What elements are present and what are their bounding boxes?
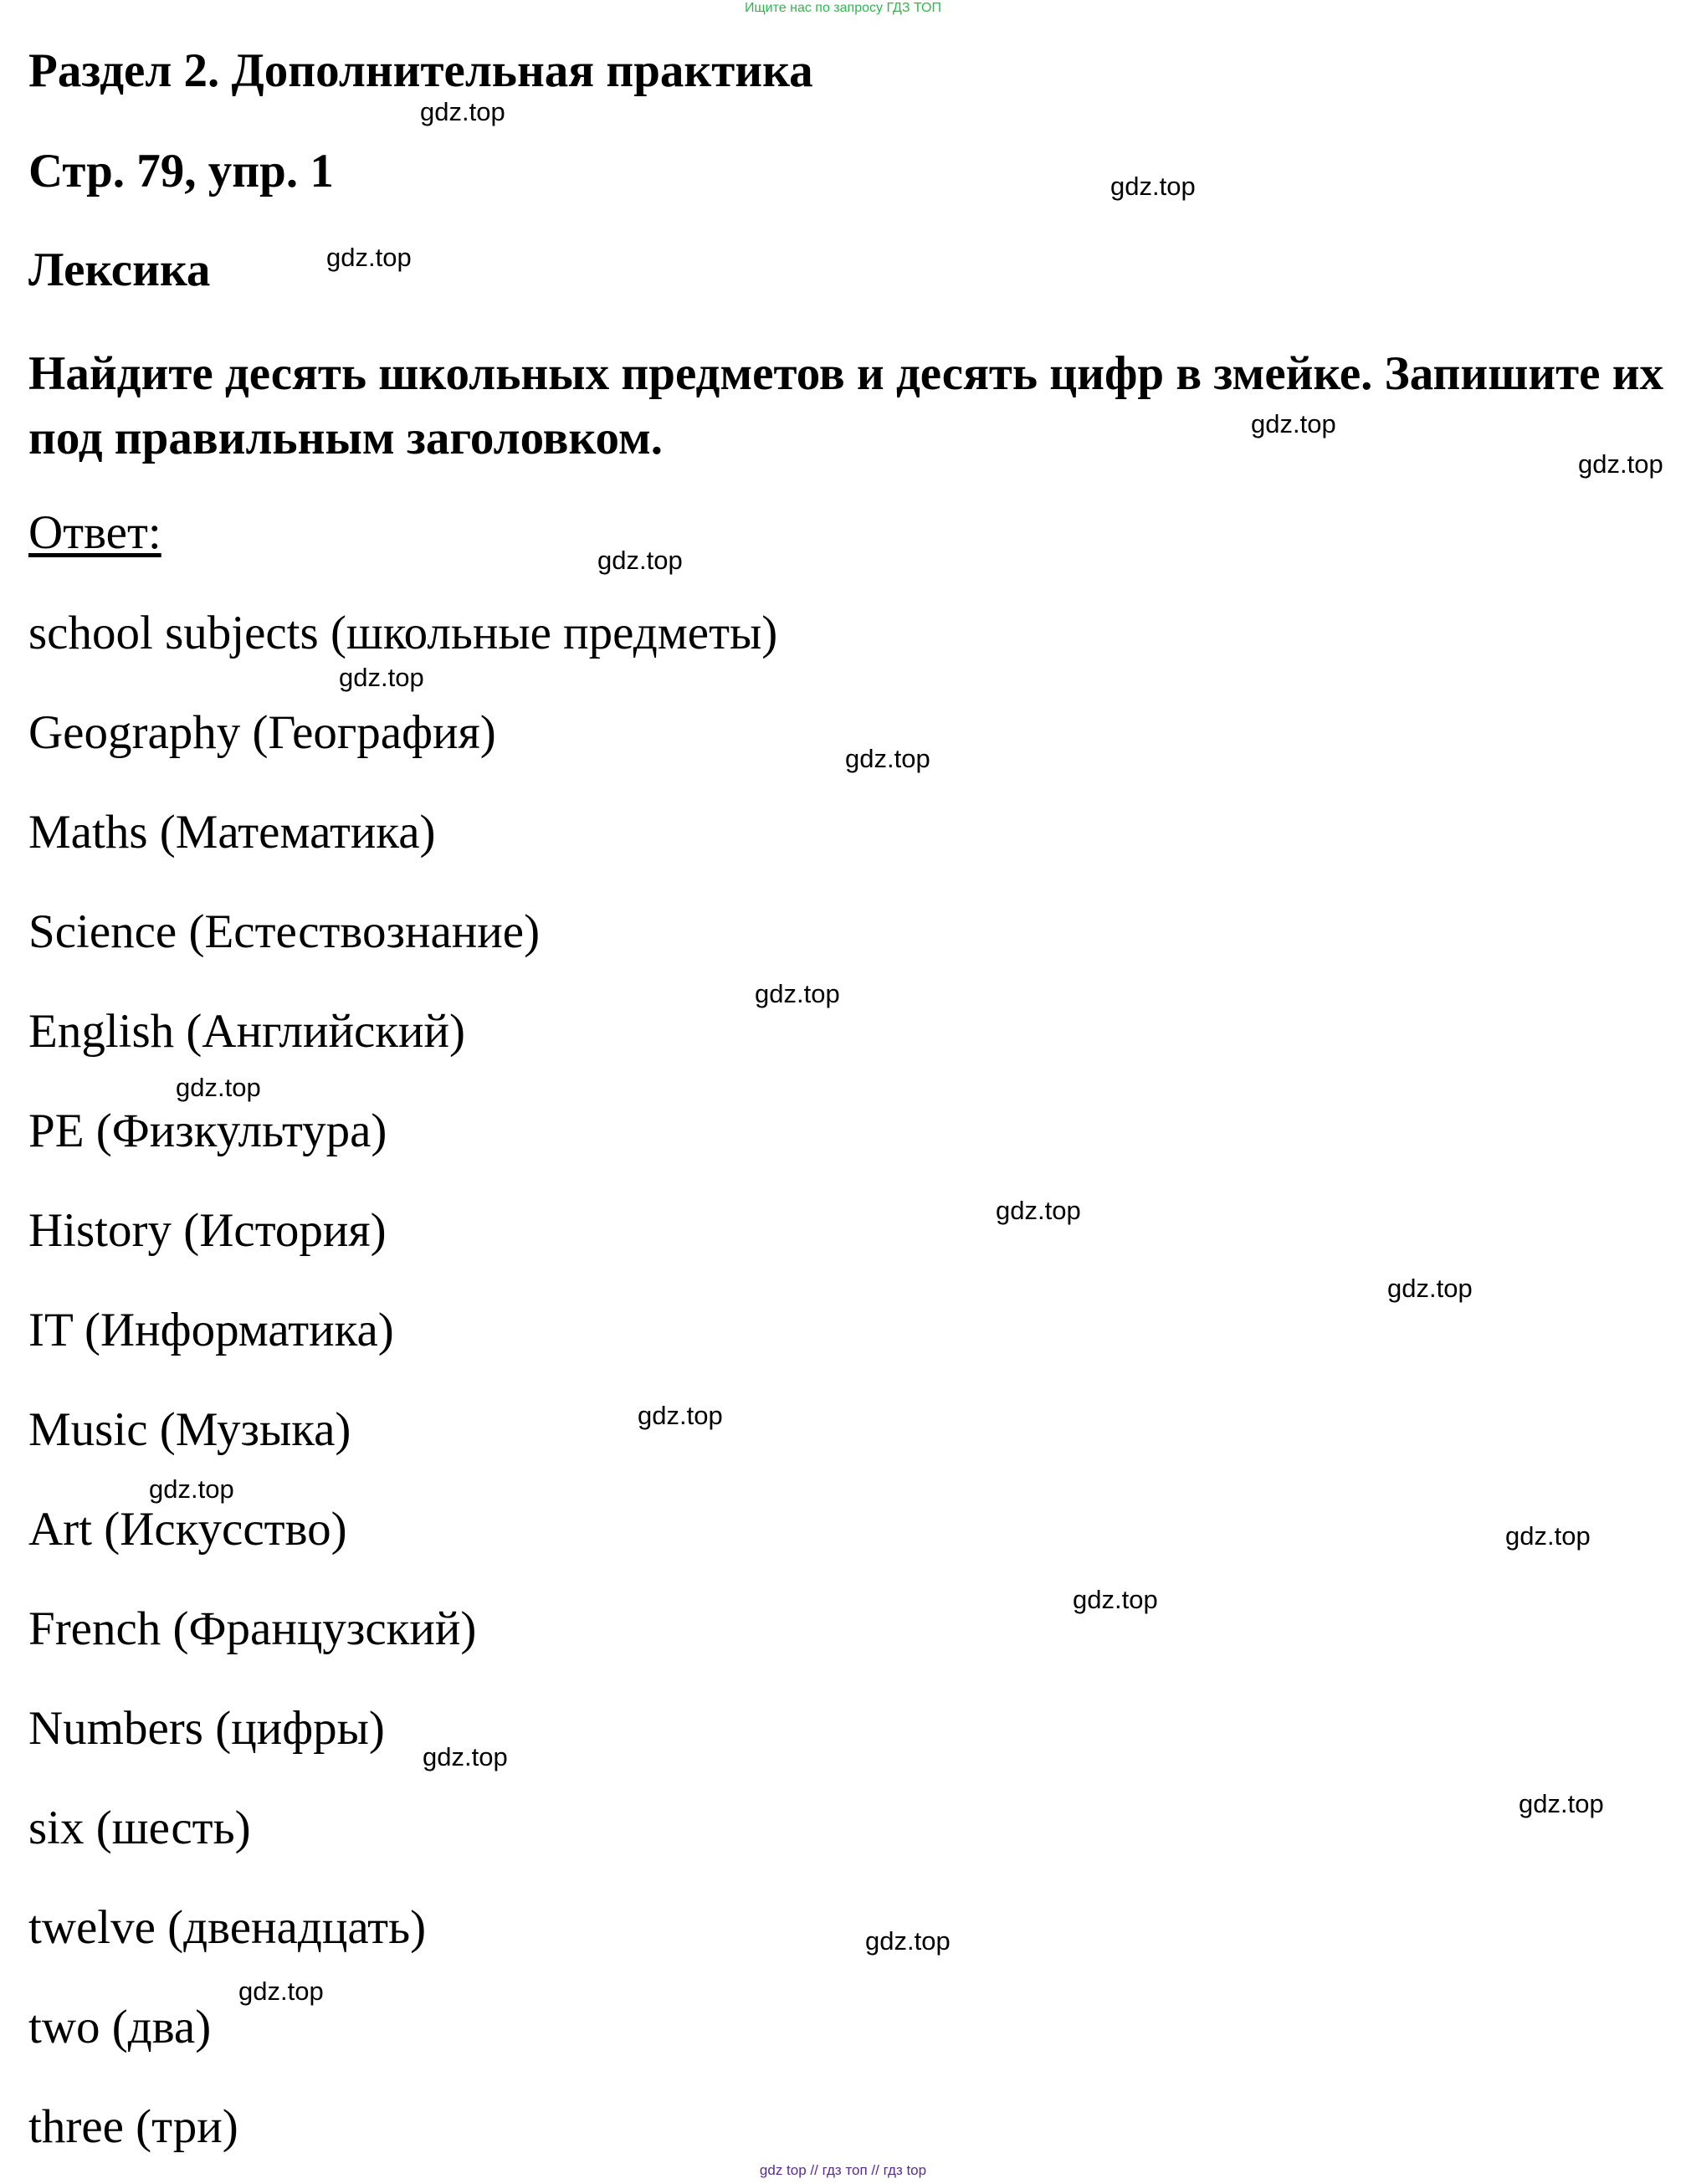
watermark: gdz.top: [339, 663, 424, 692]
list-item: Maths (Математика): [28, 806, 436, 859]
watermark: gdz.top: [1251, 409, 1336, 438]
list-item: French (Французский): [28, 1602, 477, 1655]
watermark: gdz.top: [996, 1196, 1081, 1225]
watermark: gdz.top: [423, 1742, 508, 1771]
watermark: gdz.top: [638, 1401, 723, 1430]
list-item: two (два): [28, 2001, 212, 2053]
list-item: PE (Физкультура): [28, 1105, 387, 1157]
list-item: Music (Музыка): [28, 1403, 351, 1456]
list-item: English (Английский): [28, 1005, 465, 1058]
page-reference: Стр. 79, упр. 1: [28, 145, 334, 197]
list-item: school subjects (школьные предметы): [28, 607, 778, 659]
list-item: six (шесть): [28, 1802, 251, 1854]
task-instruction: Найдите десять школьных предметов и десять цифр в змейке. Запишите их под правильным заголовком.: [28, 347, 1664, 464]
list-item: Geography (География): [28, 706, 496, 759]
list-item: Art (Искусство): [28, 1503, 347, 1556]
watermark: gdz.top: [1505, 1521, 1591, 1551]
watermark: gdz.top: [597, 546, 683, 575]
watermark: gdz.top: [1578, 449, 1663, 479]
list-item: Science (Естествознание): [28, 905, 541, 958]
list-item: IT (Информатика): [28, 1304, 394, 1356]
watermark: gdz.top: [176, 1073, 261, 1102]
section-title: Раздел 2. Дополнительная практика: [28, 44, 813, 97]
answer-label: Ответ:: [28, 506, 161, 559]
watermark: gdz.top: [845, 744, 930, 773]
watermark: gdz.top: [420, 97, 505, 126]
watermark: gdz.top: [1387, 1274, 1473, 1303]
list-item: History (История): [28, 1204, 387, 1257]
list-item: three (три): [28, 2100, 238, 2153]
watermark: gdz.top: [1110, 172, 1196, 201]
topic-heading: Лексика: [28, 244, 211, 296]
list-item: Numbers (цифры): [28, 1702, 385, 1755]
footer-watermark: gdz top // гдз топ // гдз top: [759, 2162, 927, 2178]
watermark: gdz.top: [865, 1926, 951, 1956]
watermark: gdz.top: [1519, 1789, 1604, 1818]
watermark: gdz.top: [238, 1976, 324, 2006]
watermark: gdz.top: [326, 243, 412, 272]
watermark: gdz.top: [149, 1474, 234, 1504]
watermark: gdz.top: [755, 979, 840, 1008]
top-banner: Ищите нас по запросу ГДЗ ТОП: [745, 1, 941, 15]
watermark: gdz.top: [1073, 1585, 1158, 1614]
list-item: twelve (двенадцать): [28, 1901, 427, 1954]
